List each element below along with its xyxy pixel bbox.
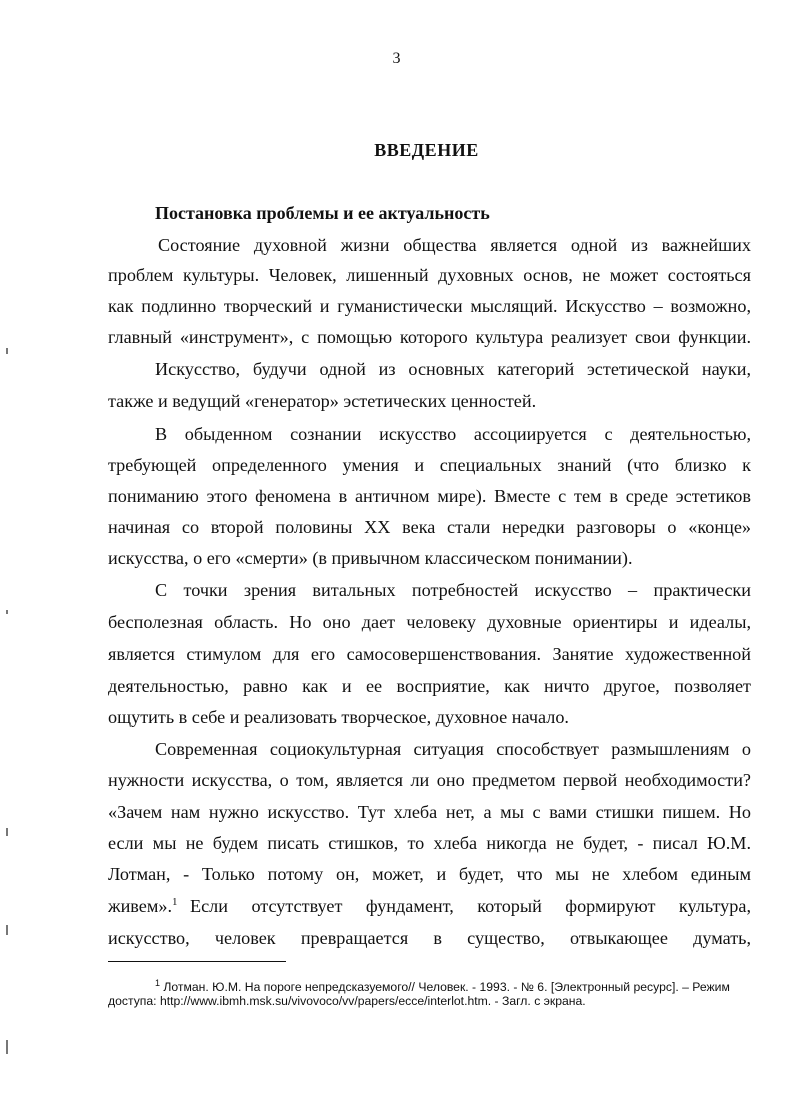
body-line: также и ведущий «генератор» эстетических ценностей. [108, 391, 537, 411]
body-line: искусство, человек превращается в существо, отвыкающее думать, [108, 928, 751, 948]
scan-artifact [6, 828, 8, 836]
section-subtitle: Постановка проблемы и ее актуальность [155, 203, 490, 223]
body-line: нужности искусства, о том, является ли оно предметом первой необходимости? [108, 770, 751, 790]
footnote-ref[interactable]: 1 [172, 895, 178, 908]
scan-artifact [6, 1040, 8, 1054]
body-line: пониманию этого феномена в античном мире). Вместе с тем в среде эстетиков [108, 486, 751, 506]
body-line: В обыденном сознании искусство ассоциируется с деятельностью, [155, 424, 751, 444]
footnote-text: Лотман. Ю.М. На пороге непредсказуемого// Человек. - 1993. - № 6. [Электронный ресурс]. – Режим [163, 980, 730, 995]
page-number: 3 [392, 50, 401, 67]
body-line [108, 895, 188, 917]
body-line: начиная со второй половины XX века стали нередки разговоры о «конце» [108, 517, 751, 537]
body-line: как подлинно творческий и гуманистически мыслящий. Искусство – возможно, [108, 296, 751, 316]
body-line: бесполезная область. Но оно дает человеку духовные ориентиры и идеалы, [108, 612, 751, 632]
body-line: Искусство, будучи одной из основных категорий эстетической науки, [155, 359, 751, 379]
body-line: проблем культуры. Человек, лишенный духовных основ, не может состояться [108, 265, 751, 285]
body-line: деятельностью, равно как и ее восприятие, как ничто другое, позволяет [108, 676, 751, 696]
scan-artifact [6, 925, 8, 935]
body-line: требующей определенного умения и специальных знаний (что близко к [108, 455, 751, 475]
body-line: ощутить в себе и реализовать творческое, духовное начало. [108, 707, 569, 727]
scan-artifact [6, 610, 8, 614]
body-line: Если отсутствует фундамент, который формируют культура, [190, 896, 751, 916]
body-line: является стимулом для его самосовершенствования. Занятие художественной [108, 644, 751, 664]
body-line: главный «инструмент», с помощью которого культура реализует свои функции. [108, 327, 751, 347]
quote-end-text: живем». [108, 896, 173, 916]
body-line: Состояние духовной жизни общества является одной из важнейших [158, 235, 751, 255]
chapter-title: ВВЕДЕНИЕ [374, 140, 479, 160]
body-line: искусства, о его «смерти» (в привычном классическом понимании). [108, 548, 633, 568]
footnote-line: доступа: http://www.ibmh.msk.su/vivovoco/vv/papers/ecce/interlot.htm. - Загл. с экрана. [108, 994, 586, 1008]
scan-artifact [6, 348, 8, 354]
footnote-number: 1 [155, 978, 161, 988]
footnote-separator [108, 961, 286, 962]
body-line: Современная социокультурная ситуация способствует размышлениям о [155, 739, 751, 759]
body-line: С точки зрения витальных потребностей искусство – практически [155, 580, 751, 600]
body-line: Лотман, - Только потому он, может, и будет, что мы не хлебом единым [108, 864, 751, 884]
body-line: если мы не будем писать стишков, то хлеба никогда не будет, - писал Ю.М. [108, 833, 751, 853]
body-line: «Зачем нам нужно искусство. Тут хлеба нет, а мы с вами стишки пишем. Но [108, 802, 751, 822]
